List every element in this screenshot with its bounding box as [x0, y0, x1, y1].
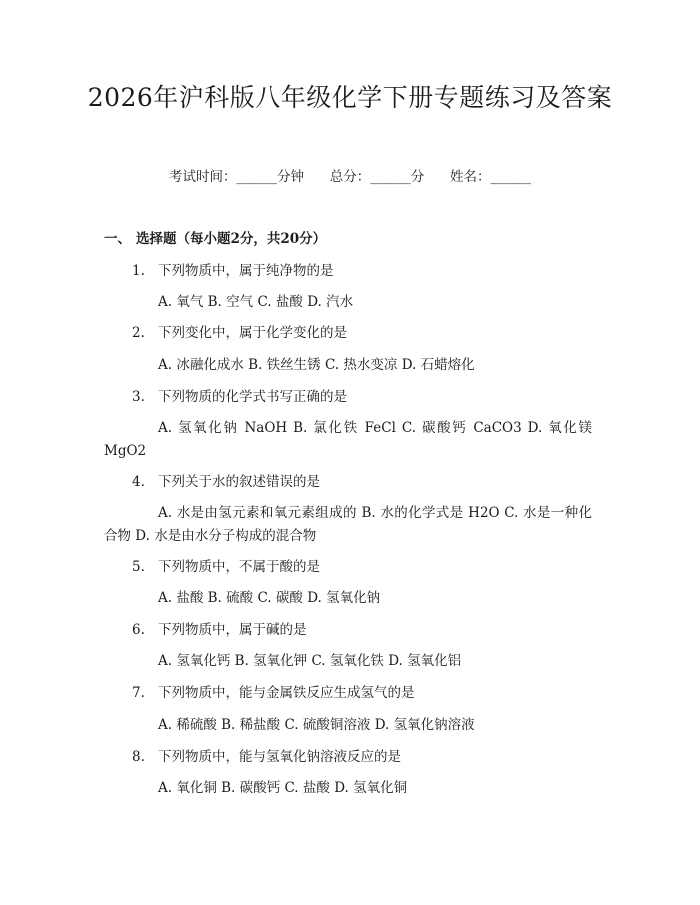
option-c: C. 盐酸	[284, 780, 330, 796]
option-d: D. 水是由水分子构成的混合物	[135, 528, 317, 544]
option-b: B. 硫酸	[207, 590, 254, 606]
question-options	[104, 291, 592, 314]
question-text: 下列物质中，能与金属铁反应生成氢气的是	[158, 685, 415, 701]
option-c: C. 硫酸铜溶液	[284, 717, 371, 733]
question-options	[104, 714, 592, 737]
option-b: B. 铁丝生锈	[248, 357, 321, 373]
option-a: A. 水是由氢元素和氧元素组成的	[158, 505, 357, 521]
question-text: 下列物质中，属于碱的是	[158, 622, 307, 638]
question-number: 8.	[132, 749, 145, 765]
option-d: D. 氢氧化铝	[388, 653, 462, 669]
question-options	[104, 650, 592, 673]
question-options	[104, 502, 592, 548]
question-text: 下列物质中，属于纯净物的是	[158, 263, 334, 279]
option-b: B. 碳酸钙	[221, 780, 281, 796]
option-d: D. 氢氧化钠	[307, 590, 381, 606]
question-text: 下列物质中，不属于酸的是	[158, 559, 320, 575]
question-number: 1.	[132, 263, 145, 279]
option-b: B. 空气	[207, 294, 254, 310]
total-score-field: 总分：______分	[329, 169, 425, 185]
question-options	[104, 417, 592, 463]
page-title: 2026年沪科版八年级化学下册专题练习及答案	[87, 83, 613, 112]
option-b: B. 氢氧化钾	[234, 653, 308, 669]
section-number: 一、	[104, 231, 131, 247]
question-text: 下列物质的化学式书写正确的是	[158, 389, 347, 405]
option-d: D. 氧化镁 MgO2	[104, 420, 592, 459]
option-b: B. 氯化铁 FeCl	[293, 420, 396, 436]
section-heading	[104, 229, 326, 249]
question-options	[104, 354, 592, 377]
option-a: A. 冰融化成水	[158, 357, 244, 373]
option-a: A. 稀硫酸	[158, 717, 217, 733]
option-a: A. 盐酸	[158, 590, 204, 606]
option-d: D. 汽水	[307, 294, 354, 310]
question-options	[104, 587, 592, 610]
question-number: 7.	[132, 685, 145, 701]
option-a: A. 氧化铜	[158, 780, 217, 796]
section-title: 选择题（每小题2分，共20分）	[136, 231, 327, 247]
option-c: C. 碳酸	[257, 590, 303, 606]
name-field: 姓名：______	[450, 169, 531, 185]
option-d: D. 石蜡熔化	[401, 357, 475, 373]
option-c: C. 热水变凉	[324, 357, 398, 373]
option-c: C. 盐酸	[257, 294, 303, 310]
option-a: A. 氢氧化钙	[158, 653, 231, 669]
exam-time-field: 考试时间：______分钟	[169, 169, 304, 185]
option-d: D. 氢氧化钠溶液	[374, 717, 475, 733]
question-options	[104, 777, 592, 800]
option-c: C. 碳酸钙 CaCO3	[401, 420, 522, 436]
exam-meta	[0, 167, 700, 187]
question-number: 5.	[132, 559, 145, 575]
option-b: B. 水的化学式是 H2O	[361, 505, 500, 521]
option-c: C. 水是一种化合物	[104, 505, 592, 544]
question-text: 下列关于水的叙述错误的是	[158, 474, 320, 490]
question-number: 4.	[132, 474, 145, 490]
question-text: 下列变化中，属于化学变化的是	[158, 325, 347, 341]
question-number: 2.	[132, 325, 145, 341]
option-c: C. 氢氧化铁	[311, 653, 384, 669]
option-a: A. 氧气	[158, 294, 204, 310]
question-number: 3.	[132, 389, 145, 405]
question-number: 6.	[132, 622, 145, 638]
option-a: A. 氢氧化钠 NaOH	[158, 420, 288, 436]
question-text: 下列物质中，能与氢氧化钠溶液反应的是	[158, 749, 401, 765]
option-d: D. 氢氧化铜	[334, 780, 408, 796]
option-b: B. 稀盐酸	[221, 717, 281, 733]
